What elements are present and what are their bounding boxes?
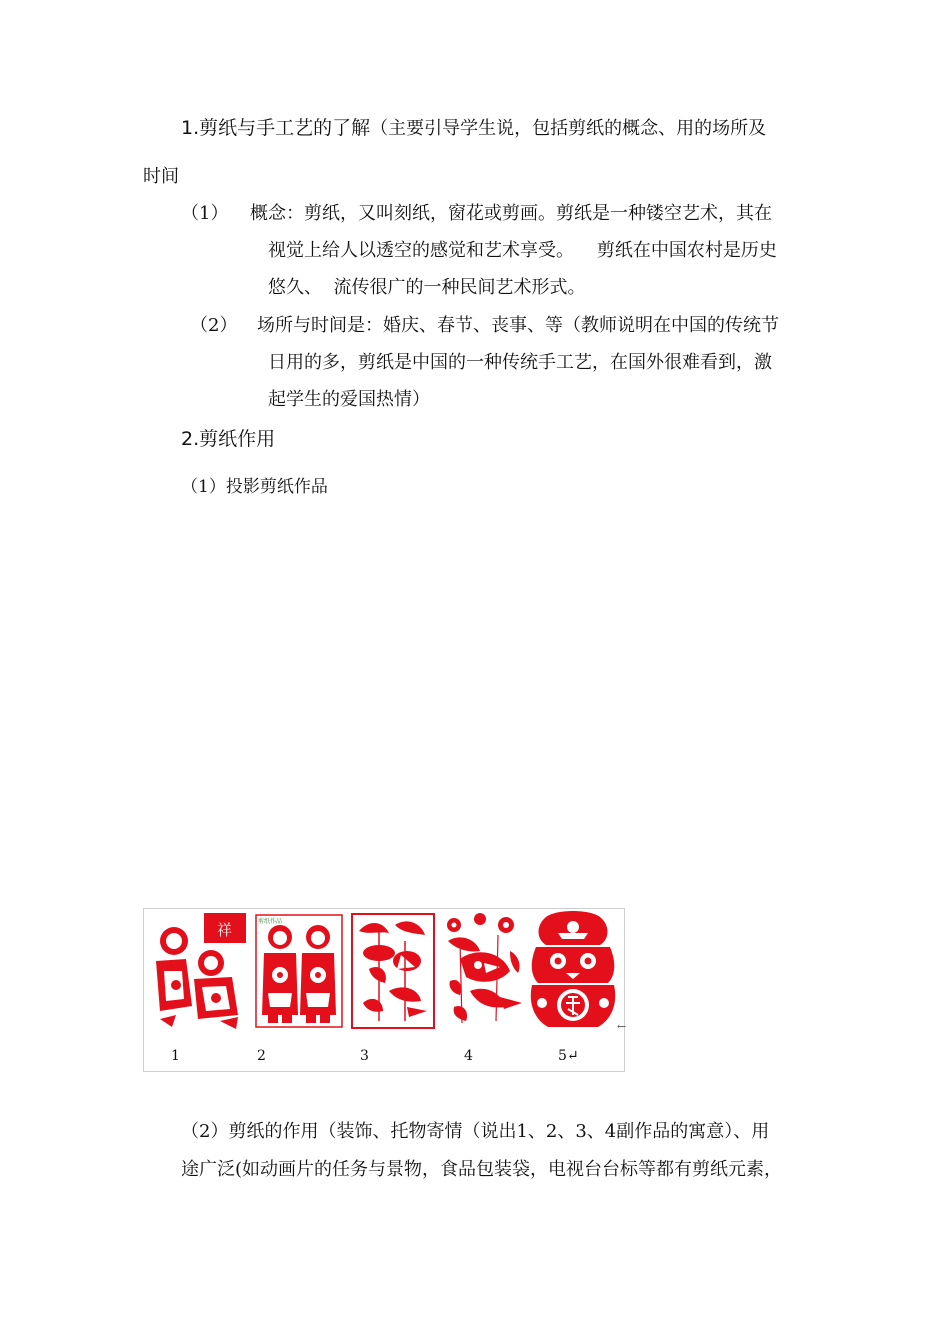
caption-1: 1 — [171, 1048, 180, 1064]
item1-line3: 悠久、 流传很广的一种民间艺术形式。 — [268, 277, 586, 298]
papercut-bird-flowers-icon — [440, 911, 526, 1031]
item1-line2: 视觉上给人以透空的感觉和艺术享受。 剪纸在中国农村是历史 — [268, 240, 777, 261]
corner-char: 祥 — [217, 921, 233, 939]
section1-number: 1 — [181, 117, 194, 139]
section1-heading-line — [181, 117, 766, 140]
section1-note: （主要引导学生说，包括剪纸的概念、用的场所及 — [370, 118, 767, 139]
caption-5: 5↵ — [558, 1048, 579, 1064]
section2-sub1: （1）投影剪纸作品 — [181, 477, 328, 497]
item1-line1: 概念：剪纸，又叫刻纸，窗花或剪画。剪纸是一种镂空艺术，其在 — [250, 203, 772, 224]
item2-line2: 日用的多，剪纸是中国的一种传统手工艺，在国外很难看到，激 — [268, 352, 772, 373]
caption-3: 3 — [360, 1048, 369, 1064]
inset-label: 剪纸作品 — [258, 918, 283, 925]
item1-marker: （1） — [181, 203, 229, 224]
caption-4: 4 — [464, 1048, 473, 1064]
section1-note-continued: 时间 — [143, 166, 179, 187]
papercut-fu-doll-icon — [526, 911, 620, 1031]
papercut-children-icon — [146, 911, 248, 1031]
caption-2: 2 — [257, 1048, 266, 1064]
section2-heading: 2.剪纸作用 — [181, 428, 276, 450]
para2-line1: （2）剪纸的作用（装饰、托物寄情（说出1、2、3、4副作品的寓意）、用 — [181, 1121, 770, 1142]
papercut-lotus-fish-icon — [349, 911, 437, 1031]
para2-line2: 途广泛(如动画片的任务与景物，食品包装袋，电视台台标等都有剪纸元素， — [181, 1159, 783, 1180]
item2-line1: 场所与时间是：婚庆、春节、丧事、等（教师说明在中国的传统节 — [257, 315, 779, 336]
section1-heading: .剪纸与手工艺的了解 — [193, 117, 371, 139]
papercut-figure — [143, 908, 625, 1072]
papercut-boy-girl-icon — [252, 911, 346, 1031]
item2-line3: 起学生的爱国热情） — [268, 389, 430, 410]
item2-marker: （2） — [190, 315, 238, 336]
return-arrow-icon: ← — [617, 1020, 627, 1033]
